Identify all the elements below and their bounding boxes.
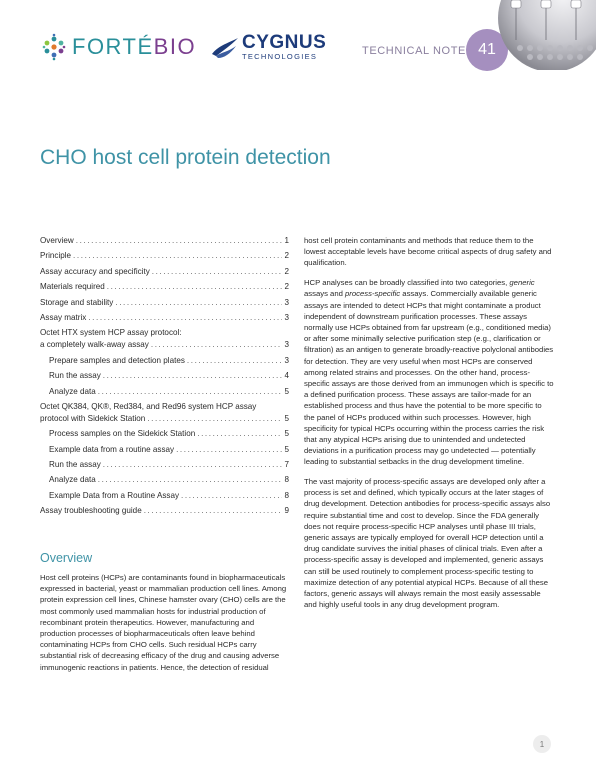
toc-entry[interactable]: [40, 298, 289, 313]
toc-entry-label: Materials required: [40, 282, 105, 292]
toc-leader-dots: [115, 298, 282, 307]
swan-icon: [210, 34, 240, 60]
toc-leader-dots: [73, 251, 282, 260]
toc-entry[interactable]: [40, 340, 289, 355]
overview-heading: Overview: [40, 551, 93, 565]
toc-leader-dots: [181, 491, 282, 500]
toc-entry[interactable]: [40, 475, 289, 490]
toc-leader-dots: [107, 282, 283, 291]
overview-paragraph-1: host cell protein contaminants and methods that reduce them to the lowest acceptable levels have become critical aspects of drug safety and qualification.: [304, 236, 552, 268]
toc-entry[interactable]: [40, 402, 289, 414]
toc-leader-dots: [152, 267, 283, 276]
toc-entry-label: protocol with Sidekick Station: [40, 413, 146, 423]
toc-entry-label: Octet HTX system HCP assay protocol:: [40, 328, 182, 338]
toc-leader-dots: [103, 371, 283, 380]
technical-note-label: TECHNICAL NOTE: [362, 45, 466, 57]
toc-entry[interactable]: [40, 328, 289, 340]
toc-entry-label: a completely walk-away assay: [40, 340, 149, 350]
overview-paragraph-2: HCP analyses can be broadly classified into two categories, generic assays and process-specific assays. Commercially available generic assays are intended to detect HCPs that might contaminate a product independent of downstream purification processes. These assays normally use HCPs obtained from far upstream (e.g., conditioned media) or after some minimally selective purification step (e.g., clarification or filtration) as an antigen to generate broadly-reactive polyclonal antibodies for detection. They are very useful when most HCPs are conserved among related strains and processes. On the other hand, process-specific assays are those derived from an immunogen which is specific to a defined purification process. These assays are tailor-made for an established process and thus have the potential to be more specific to the panel of HCPs produced within such processes. However, high specificity for typical HCPs occurring within the process carries the risk that any atypical HCPs arising due to unintended and undetected deviations in a purification process may go undetected — potentially leading to substantial setbacks in the drug development timeline.: [304, 278, 554, 467]
toc-entry-label: Prepare samples and detection plates: [49, 355, 185, 365]
toc-entry[interactable]: [40, 445, 289, 460]
note-number-badge: 41: [466, 29, 508, 71]
toc-entry-label: Example Data from a Routine Assay: [49, 490, 180, 500]
toc-leader-dots: [103, 460, 283, 469]
toc-leader-dots: [187, 356, 283, 365]
toc-entry[interactable]: [40, 491, 289, 506]
toc-entry[interactable]: [40, 282, 289, 297]
toc-entry-page: 4: [284, 371, 289, 381]
toc-leader-dots: [197, 429, 282, 438]
toc-entry-page: 2: [284, 251, 289, 261]
toc-entry[interactable]: [40, 313, 289, 328]
fortebio-logo-mark-icon: [40, 33, 68, 61]
table-of-contents: [40, 236, 289, 522]
toc-entry-page: 2: [284, 266, 289, 276]
toc-leader-dots: [176, 445, 282, 454]
toc-entry-page: 5: [284, 413, 289, 423]
toc-entry-label: Process samples on the Sidekick Station: [49, 429, 196, 439]
cygnus-subtitle: TECHNOLOGIES: [242, 52, 318, 62]
toc-entry-page: 8: [284, 490, 289, 500]
page-number: 1: [533, 735, 551, 753]
toc-entry-page: 3: [284, 340, 289, 350]
toc-entry-page: 5: [284, 386, 289, 396]
toc-entry-page: 3: [284, 297, 289, 307]
toc-entry-label: Analyze data: [49, 475, 96, 485]
toc-entry-label: Analyze data: [49, 386, 96, 396]
toc-leader-dots: [98, 475, 283, 484]
toc-leader-dots: [88, 313, 282, 322]
toc-entry[interactable]: [40, 371, 289, 386]
toc-entry-label: Storage and stability: [40, 297, 114, 307]
overview-left-text: Host cell proteins (HCPs) are contaminants found in biopharmaceuticals expressed in bacterial, yeast or mammalian production cell lines. Among protein expression cell lines, Chinese hamster ovary (CHO) cells are the most commonly used mammalian hosts for industrial production of recombinant protein therapeutics. However, manufacturing and production processes of biopharmaceuticals often leave behind contaminating HCPs from CHO cells. Such residual HCPs carry substantial risk of decreasing efficacy of the drug and causing adverse immunogenic reactions in patients. Hence, the detection of residual: [40, 573, 287, 672]
toc-entry-label: Principle: [40, 251, 72, 261]
toc-entry-label: Assay matrix: [40, 312, 87, 322]
toc-entry-page: 5: [284, 429, 289, 439]
page-title: CHO host cell protein detection: [40, 146, 331, 169]
toc-entry-label: Run the assay: [49, 460, 101, 470]
toc-entry-page: 2: [284, 282, 289, 292]
toc-entry-label: Overview: [40, 236, 74, 245]
toc-entry-page: 7: [284, 460, 289, 470]
toc-leader-dots: [144, 506, 283, 515]
toc-entry-label: Run the assay: [49, 371, 101, 381]
toc-entry[interactable]: [40, 251, 289, 266]
toc-entry[interactable]: [40, 236, 289, 251]
toc-entry[interactable]: [40, 460, 289, 475]
toc-entry-page: 8: [284, 475, 289, 485]
toc-entry[interactable]: [40, 387, 289, 402]
toc-entry[interactable]: [40, 267, 289, 282]
toc-entry[interactable]: [40, 506, 289, 521]
toc-leader-dots: [147, 414, 282, 423]
overview-paragraph-3: The vast majority of process-specific assays are developed only after a process is set and defined, which typically occurs at the later stages of drug development. Detection antibodies for process-specific assays also require substantial time and cost to develop. Since the FDA generally does not require process-specific HCP analyses until phase III trials, generic assays are typically employed for overall HCP detection until a drug candidate survives the initial phases of clinical trials. Even after a process-specific assay is developed and implemented, generic assays can still be used routinely to complement process-specific testing to maximize detection of any potential atypical HCPs. Because of all these factors, generic assays will always remain the most easily assessable and highly useful tools in any drug development program.: [304, 477, 551, 610]
overview-right-column: [304, 235, 554, 619]
fortebio-logo-text: FORTÉBIO: [72, 34, 197, 59]
toc-entry-page: 5: [284, 444, 289, 454]
instrument-photo: [494, 0, 596, 70]
toc-entry-page: 9: [284, 506, 289, 516]
toc-entry-label: Assay troubleshooting guide: [40, 506, 142, 516]
cygnus-logo: [210, 32, 326, 62]
toc-entry-page: 1: [284, 236, 289, 245]
toc-leader-dots: [151, 340, 283, 349]
toc-entry-page: 3: [284, 355, 289, 365]
toc-entry[interactable]: [40, 356, 289, 371]
instrument-photo-image: [494, 0, 596, 70]
toc-entry-label: Octet QK384, QK®, Red384, and Red96 system HCP assay: [40, 401, 257, 411]
cygnus-name: CYGNUS: [242, 32, 327, 54]
fortebio-logo: [40, 33, 196, 61]
toc-leader-dots: [98, 387, 283, 396]
toc-entry[interactable]: [40, 414, 289, 429]
toc-entry-label: Assay accuracy and specificity: [40, 266, 150, 276]
toc-leader-dots: [76, 236, 283, 245]
toc-entry[interactable]: [40, 429, 289, 444]
toc-entry-page: 3: [284, 312, 289, 322]
toc-entry-label: Example data from a routine assay: [49, 444, 175, 454]
